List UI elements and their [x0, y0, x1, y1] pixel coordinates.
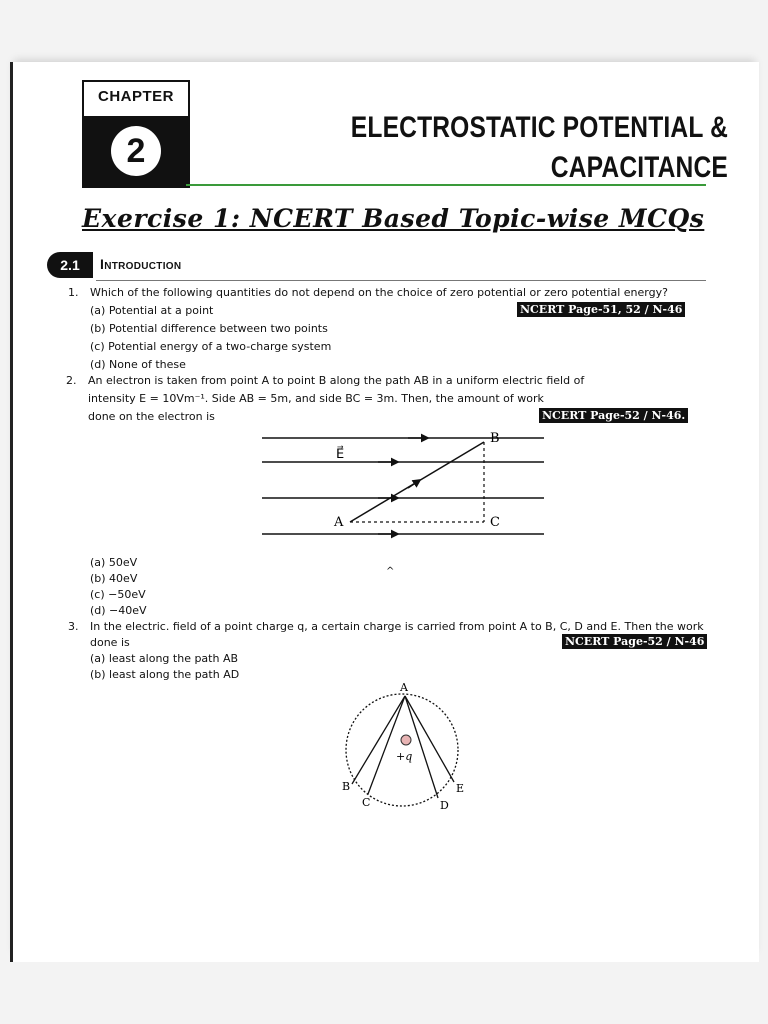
q3-option-b: (b) least along the path AD: [90, 668, 240, 681]
path-ae-line: [405, 696, 454, 782]
q1-ncert-reference: NCERT Page-51, 52 / N-46: [517, 302, 685, 317]
q2-option-c: (c) −50eV: [90, 588, 146, 601]
q1-option-c: (c) Potential energy of a two-charge system: [90, 340, 332, 353]
charge-label: +q: [396, 750, 413, 763]
point-charge-figure: [338, 678, 466, 813]
chapter-title-line1: ELECTROSTATIC POTENTIAL &: [350, 111, 728, 144]
q2-number: 2.: [66, 374, 77, 387]
q1-option-a: (a) Potential at a point: [90, 304, 214, 317]
chapter-title: [351, 108, 728, 188]
q1-number: 1.: [68, 286, 79, 299]
q2-option-a: (a) 50eV: [90, 556, 138, 569]
path-ab-line: [352, 696, 405, 784]
exercise-heading: Exercise 1: NCERT Based Topic-wise MCQs: [82, 204, 705, 233]
section-title: Introduction: [100, 256, 182, 272]
figure-mark: ^: [386, 566, 395, 577]
title-underline: [186, 184, 706, 186]
point-c-label: C: [490, 515, 500, 530]
point-d-label: D: [440, 799, 449, 812]
q3-number: 3.: [68, 620, 79, 633]
chapter-number: 2: [111, 126, 161, 176]
chapter-label: CHAPTER: [97, 88, 174, 105]
point-a-label: A: [334, 515, 344, 530]
q3-ncert-reference: NCERT Page-52 / N-46: [562, 634, 707, 649]
point-a-label: A: [400, 681, 408, 694]
chapter-badge: [82, 80, 190, 188]
chapter-title-line2: CAPACITANCE: [550, 151, 728, 184]
point-charge: [401, 735, 411, 745]
q1-option-b: (b) Potential difference between two points: [90, 322, 328, 335]
q1-option-d: (d) None of these: [90, 358, 186, 371]
point-c-label: C: [362, 796, 371, 809]
q2-option-d: (d) −40eV: [90, 604, 147, 617]
q2-ncert-reference: NCERT Page-52 / N-46.: [539, 408, 688, 423]
point-b-label: B: [490, 431, 500, 446]
chapter-number-block: [84, 116, 188, 186]
q3-option-a: (a) least along the path AB: [90, 652, 239, 665]
q3-line1: In the electric. field of a point charge q, a certain charge is carried from point A to B, C, D and E. Then the work: [90, 620, 704, 633]
point-b-label: B: [342, 780, 351, 793]
section-divider: [96, 280, 706, 281]
uniform-field-figure: [258, 428, 548, 543]
path-ac-line: [368, 696, 405, 794]
q3-line2: done is: [90, 636, 130, 649]
path-ad-line: [405, 696, 438, 798]
q2-line2: intensity E = 10Vm⁻¹. Side AB = 5m, and side BC = 3m. Then, the amount of work: [88, 392, 544, 405]
field-label: E⃗: [336, 447, 345, 462]
q1-text: Which of the following quantities do not depend on the choice of zero potential or zero potential energy?: [90, 286, 668, 299]
section-number-badge: 2.1: [47, 252, 93, 278]
q2-line3: done on the electron is: [88, 410, 215, 423]
q2-line1: An electron is taken from point A to point B along the path AB in a uniform electric field of: [88, 374, 585, 387]
point-e-label: E: [456, 782, 465, 795]
q2-option-b: (b) 40eV: [90, 572, 138, 585]
